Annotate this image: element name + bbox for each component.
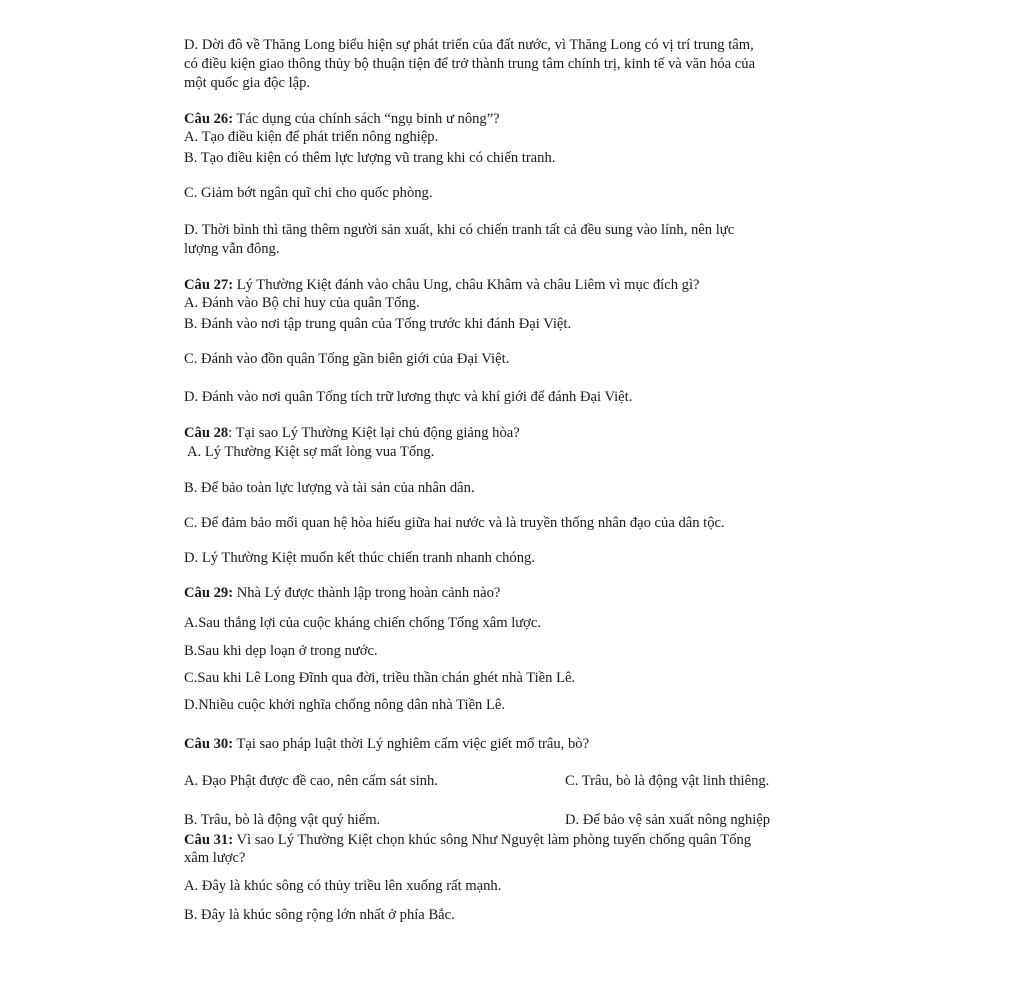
question-label: Câu 28	[184, 425, 229, 441]
option-d-continued: lượng vẫn đông.	[184, 241, 280, 257]
question-31	[184, 831, 751, 849]
question-text: : Tại sao Lý Thường Kiệt lại chủ động giảng hòa?	[228, 425, 520, 441]
option-text: D. Dời đô về Thăng Long biểu hiện sự phát triển của đất nước, vì Thăng Long có vị trí trung tâm,	[184, 37, 754, 53]
option-c: C. Để đảm bảo mối quan hệ hòa hiếu giữa hai nước và là truyền thống nhân đạo của dân tộc.	[184, 515, 725, 531]
question-label: Câu 27:	[184, 277, 234, 293]
option-b: B. Đây là khúc sông rộng lớn nhất ở phía Bắc.	[184, 907, 455, 923]
question-26	[184, 110, 500, 128]
option-a: A. Đạo Phật được đề cao, nên cấm sát sinh.	[184, 773, 438, 789]
option-b: B. Tạo điều kiện có thêm lực lượng vũ trang khi có chiến tranh.	[184, 150, 556, 166]
option-a: A. Tạo điều kiện để phát triển nông nghiệp.	[184, 129, 439, 145]
question-text: Vì sao Lý Thường Kiệt chọn khúc sông Như Nguyệt làm phòng tuyến chống quân Tống	[233, 832, 752, 848]
question-text: Tại sao pháp luật thời Lý nghiêm cấm việc giết mổ trâu, bò?	[233, 736, 590, 752]
option-b: B. Trâu, bò là động vật quý hiếm.	[184, 812, 381, 828]
option-c: C. Trâu, bò là động vật linh thiêng.	[565, 773, 770, 789]
question-label: Câu 30:	[184, 736, 234, 752]
question-label: Câu 29:	[184, 585, 234, 601]
option-d: D. Thời bình thì tăng thêm người sản xuất, khi có chiến tranh tất cả đều sung vào lính, nên lực	[184, 222, 735, 238]
option-c: C. Giảm bớt ngân quĩ chi cho quốc phòng.	[184, 185, 433, 201]
option-a: A. Lý Thường Kiệt sợ mất lòng vua Tống.	[187, 444, 435, 460]
option-c: C.Sau khi Lê Long Đĩnh qua đời, triều thần chán ghét nhà Tiền Lê.	[184, 670, 576, 686]
question-text: Lý Thường Kiệt đánh vào châu Ung, châu Khâm và châu Liêm vì mục đích gì?	[233, 277, 700, 293]
option-b: B. Đánh vào nơi tập trung quân của Tống trước khi đánh Đại Việt.	[184, 316, 572, 332]
option-c: C. Đánh vào đồn quân Tống gần biên giới của Đại Việt.	[184, 351, 510, 367]
question-28	[184, 424, 520, 442]
option-d: D. Lý Thường Kiệt muốn kết thúc chiến tranh nhanh chóng.	[184, 550, 535, 566]
option-b: B. Để bảo toàn lực lượng và tài sản của nhân dân.	[184, 480, 475, 496]
question-29	[184, 584, 500, 602]
question-label: Câu 26:	[184, 111, 234, 127]
question-text: Tác dụng của chính sách “ngụ binh ư nông”?	[233, 111, 500, 127]
option-b: B.Sau khi dẹp loạn ở trong nước.	[184, 643, 378, 659]
question-text: Nhà Lý được thành lập trong hoàn cảnh nào?	[233, 585, 501, 601]
option-text: có điều kiện giao thông thủy bộ thuận tiện để trở thành trung tâm chính trị, kinh tế và văn hóa của	[184, 56, 756, 72]
option-a: A. Đánh vào Bộ chỉ huy của quân Tống.	[184, 295, 420, 311]
option-d: D. Để bảo vệ sản xuất nông nghiệp	[565, 812, 771, 828]
option-a: A. Đây là khúc sông có thủy triều lên xuống rất mạnh.	[184, 878, 502, 894]
question-label: Câu 31:	[184, 832, 234, 848]
question-27	[184, 276, 699, 294]
option-d: D.Nhiều cuộc khởi nghĩa chống nông dân nhà Tiền Lê.	[184, 697, 506, 713]
option-text: một quốc gia độc lập.	[184, 75, 311, 91]
question-30	[184, 735, 589, 753]
question-text-continued: xâm lược?	[184, 850, 246, 866]
option-d: D. Đánh vào nơi quân Tống tích trữ lương thực và khí giới để đánh Đại Việt.	[184, 389, 633, 405]
option-a: A.Sau thắng lợi của cuộc kháng chiến chống Tống xâm lược.	[184, 615, 542, 631]
